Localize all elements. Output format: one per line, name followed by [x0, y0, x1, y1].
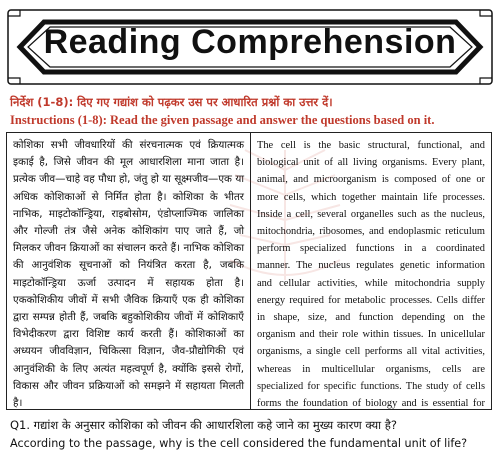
instruction-hindi: निर्देश (1-8): दिए गए गद्यांश को पढ़कर उस पर आधारित प्रश्नों का उत्तर दें। [10, 95, 333, 109]
question-1-english: According to the passage, why is the cell considered the fundamental unit of life? [10, 437, 468, 450]
title-banner [6, 4, 494, 90]
passage-english-text: The cell is the basic structural, functional, and biological unit of all living organisms. Every plant, animal, and microorganism is composed of one or more cells, which together maintain life processes. Inside a cell, several organelles such as the nucleus, mitochondria, ribosomes, and endoplasmic reticulum perform specialized functions in a coordinated manner. The nucleus regulates genetic information and cellular activities, while mitochondria supply energy required for metabolic processes. Cells differ in shape, size, and function depending on the organism and their role within tissues. In unicellular organisms, a single cell performs all vital activities, whereas in multicellular organisms, cells are specialized for specific functions. The study of cells forms the foundation of biology and is essential for [257, 140, 485, 409]
instruction-english: Instructions (1-8): Read the given passage and answer the questions based on it. [10, 113, 435, 127]
question-1-hindi: Q1. गद्यांश के अनुसार कोशिका को जीवन की आधारशिला कहे जाने का मुख्य कारण क्या है? [10, 418, 397, 432]
passage-hindi-text: कोशिका सभी जीवधारियों की संरचनात्मक एवं क्रियात्मक इकाई है, जिसे जीवन की मूल आधारशिला माना जाता है। प्रत्येक जीव—चाहे वह पौधा हो, जंतु हो या सूक्ष्मजीव—एक या अधिक कोशिकाओं से निर्मित होता है। कोशिका के भीतर नाभिक, माइटोकॉन्ड्रिया, राइबोसोम, एंडोप्लाज्मिक जालिका और गोल्जी तंत्र जैसे अनेक कोशिकांग पाए जाते हैं, जो मिलकर जीवन क्रियाओं का संचालन करते हैं। नाभिक कोशिका की आनुवंशिक सूचनाओं को नियंत्रित करता है, जबकि माइटोकॉन्ड्रिया ऊर्जा उत्पादन में सहायक होता है। एककोशिकीय जीवों में सभी जैविक क्रियाएँ एक ही कोशिका द्वारा सम्पन्न होती हैं, जबकि बहुकोशिकीय जीवों में कोशिकाएँ विभेदीकरण द्वारा विशिष्ट कार्य करती हैं। कोशिकाओं का अध्ययन जीवविज्ञान, चिकित्सा विज्ञान, जैव-प्रौद्योगिकी एवं आनुवंशिकी के लिए अत्यंत महत्वपूर्ण है, क्योंकि इससे रोगों, विकास और जीवन प्रक्रियाओं को समझने में सहायता मिलती है। [13, 139, 244, 409]
passage-english-column [251, 133, 491, 409]
passage-box [6, 132, 492, 410]
page-title: Reading Comprehension [43, 23, 457, 61]
passage-hindi-column [7, 133, 251, 409]
